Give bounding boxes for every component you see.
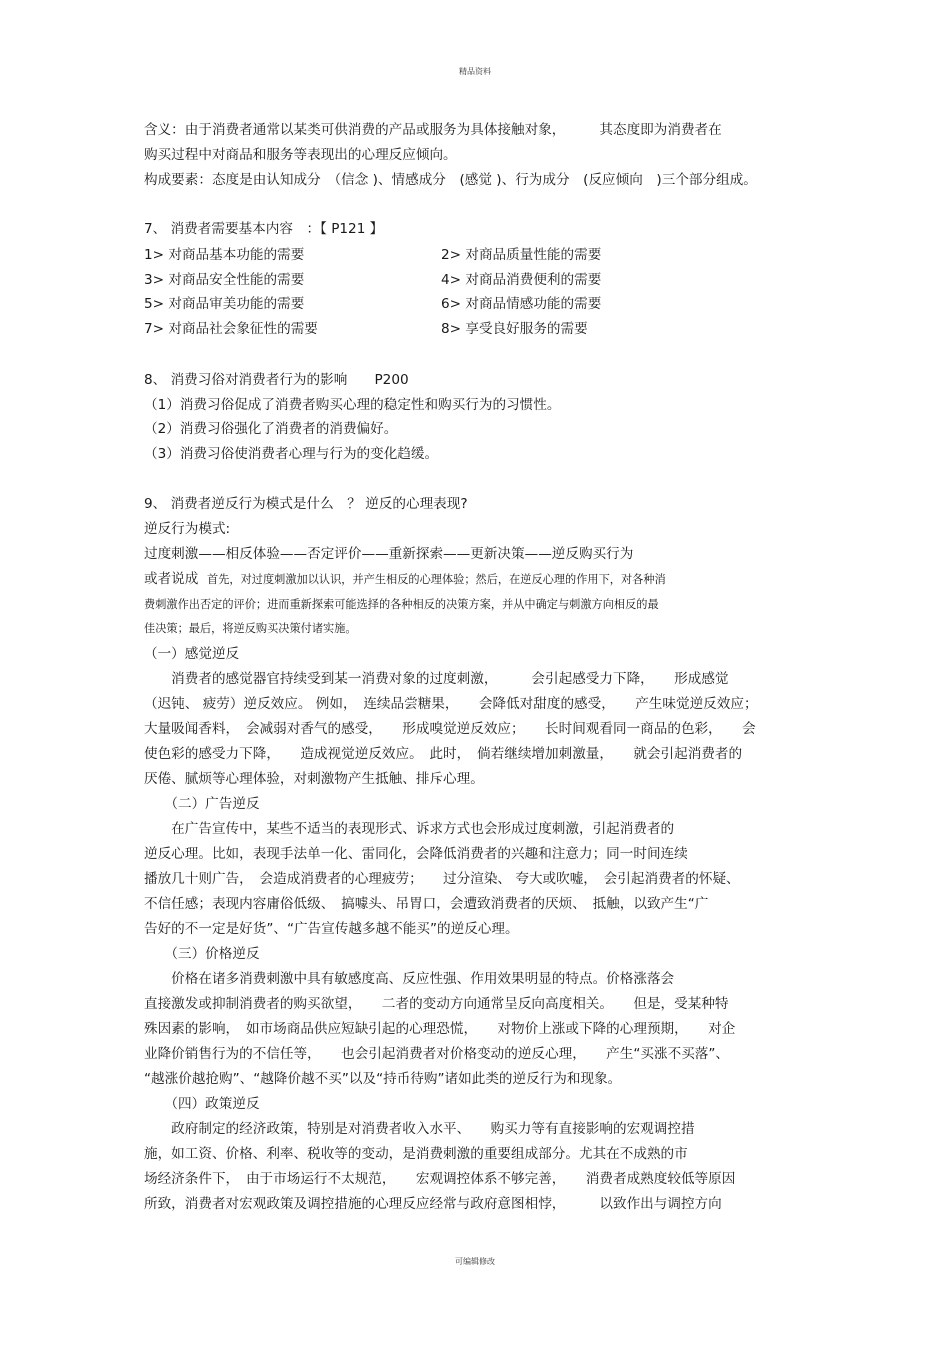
text-line: 构成要素：态度是由认知成分 （信念 )、情感成分 (感觉 )、行为成分 (反应倾向 )三个部分组成。	[144, 172, 757, 188]
list-item: （2）消费习俗强化了消费者的消费偏好。	[144, 421, 398, 437]
list-item: 8> 享受良好服务的需要	[441, 321, 588, 337]
section-heading: 8、 消费习俗对消费者行为的影响 P200	[144, 372, 409, 388]
text-line: 费刺激作出否定的评价；进而重新探索可能选择的各种相反的决策方案，并从中确定与刺激方向相反的最	[144, 598, 659, 611]
text-line: 含义：由于消费者通常以某类可供消费的产品或服务为具体接触对象， 其态度即为消费者在	[144, 122, 722, 138]
list-item: 4> 对商品消费便利的需要	[441, 272, 602, 288]
text-line-lead: 或者说成	[144, 571, 199, 587]
text-line: 佳决策；最后，将逆反购买决策付诸实施。	[144, 622, 357, 635]
subsection-heading: （三）价格逆反	[144, 946, 260, 962]
paragraph-line: 殊因素的影响， 如市场商品供应短缺引起的心理恐慌， 对物价上涨或下降的心理预期， 对企	[144, 1021, 736, 1037]
page-footer: 可编辑修改	[455, 1257, 495, 1266]
paragraph-line: 施，如工资、价格、利率、税收等的变动，是消费刺激的重要组成部分。尤其在不成熟的市	[144, 1146, 688, 1162]
paragraph-line: 直接激发或抑制消费者的购买欲望， 二者的变动方向通常呈反向高度相关。 但是，受某种特	[144, 996, 729, 1012]
paragraph-line: “越涨价越抢购”、“越降价越不买”以及“持币待购”诸如此类的逆反行为和现象。	[144, 1071, 622, 1087]
paragraph-line: 政府制定的经济政策，特别是对消费者收入水平、 购买力等有直接影响的宏观调控措	[144, 1121, 695, 1137]
section-heading: 9、 消费者逆反行为模式是什么 ？ 逆反的心理表现?	[144, 496, 468, 512]
paragraph-line: 大量吸闻香料， 会减弱对香气的感受， 形成嗅觉逆反效应； 长时间观看同一商品的色彩， 会	[144, 721, 756, 737]
paragraph-line: 所致，消费者对宏观政策及调控措施的心理反应经常与政府意图相悖， 以致作出与调控方向	[144, 1196, 722, 1212]
paragraph-line: 消费者的感觉器官持续受到某一消费对象的过度刺激， 会引起感受力下降， 形成感觉	[144, 671, 729, 687]
text-line: 购买过程中对商品和服务等表现出的心理反应倾向。	[144, 147, 457, 163]
list-item: 5> 对商品审美功能的需要	[144, 296, 305, 312]
paragraph-line: 厌倦、腻烦等心理体验，对刺激物产生抵触、排斥心理。	[144, 771, 484, 787]
list-item: 6> 对商品情感功能的需要	[441, 296, 602, 312]
paragraph-line: 逆反心理。比如，表现手法单一化、雷同化，会降低消费者的兴趣和注意力；同一时间连续	[144, 846, 688, 862]
text-line: 逆反行为模式:	[144, 521, 231, 537]
subsection-heading: （四）政策逆反	[144, 1096, 260, 1112]
text-line	[144, 571, 666, 588]
list-item: 7> 对商品社会象征性的需要	[144, 321, 318, 337]
page-header: 精品资料	[459, 67, 491, 76]
paragraph-line: 播放几十则广告， 会造成消费者的心理疲劳； 过分渲染、 夸大或吹嘘， 会引起消费者的怀疑、	[144, 871, 740, 887]
paragraph-line: 使色彩的感受力下降， 造成视觉逆反效应。 此时， 倘若继续增加刺激量， 就会引起消费者的	[144, 746, 743, 762]
list-item: （1）消费习俗促成了消费者购买心理的稳定性和购买行为的习惯性。	[144, 397, 561, 413]
subsection-heading: （二）广告逆反	[144, 796, 260, 812]
paragraph-line: （迟钝、 疲劳）逆反效应。 例如， 连续品尝糖果， 会降低对甜度的感受， 产生味觉逆反效应；	[144, 696, 758, 712]
paragraph-line: 在广告宣传中，某些不适当的表现形式、诉求方式也会形成过度刺激，引起消费者的	[144, 821, 675, 837]
paragraph-line: 业降价销售行为的不信任等， 也会引起消费者对价格变动的逆反心理， 产生“买涨不买落”、	[144, 1046, 730, 1062]
paragraph-line: 告好的不一定是好货”、“广告宣传越多越不能买”的逆反心理。	[144, 921, 519, 937]
paragraph-line: 价格在诸多消费刺激中具有敏感度高、反应性强、作用效果明显的特点。价格涨落会	[144, 971, 675, 987]
paragraph-line: 不信任感；表现内容庸俗低级、 搞噱头、吊胃口，会遭致消费者的厌烦、 抵触，以致产生“广	[144, 896, 709, 912]
text-line: 过度刺激——相反体验——否定评价——重新探索——更新决策——逆反购买行为	[144, 546, 634, 562]
text-line-small: 首先，对过度刺激加以认识，并产生相反的心理体验；然后，在逆反心理的作用下，对各种消	[207, 573, 666, 586]
section-heading: 7、 消费者需要基本内容 ：【 P121 】	[144, 221, 384, 237]
list-item: 3> 对商品安全性能的需要	[144, 272, 305, 288]
list-item: （3）消费习俗使消费者心理与行为的变化趋缓。	[144, 446, 439, 462]
paragraph-line: 场经济条件下， 由于市场运行不太规范， 宏观调控体系不够完善， 消费者成熟度较低等原因	[144, 1171, 736, 1187]
subsection-heading: （一）感觉逆反	[144, 646, 240, 662]
list-item: 2> 对商品质量性能的需要	[441, 247, 602, 263]
list-item: 1> 对商品基本功能的需要	[144, 247, 305, 263]
